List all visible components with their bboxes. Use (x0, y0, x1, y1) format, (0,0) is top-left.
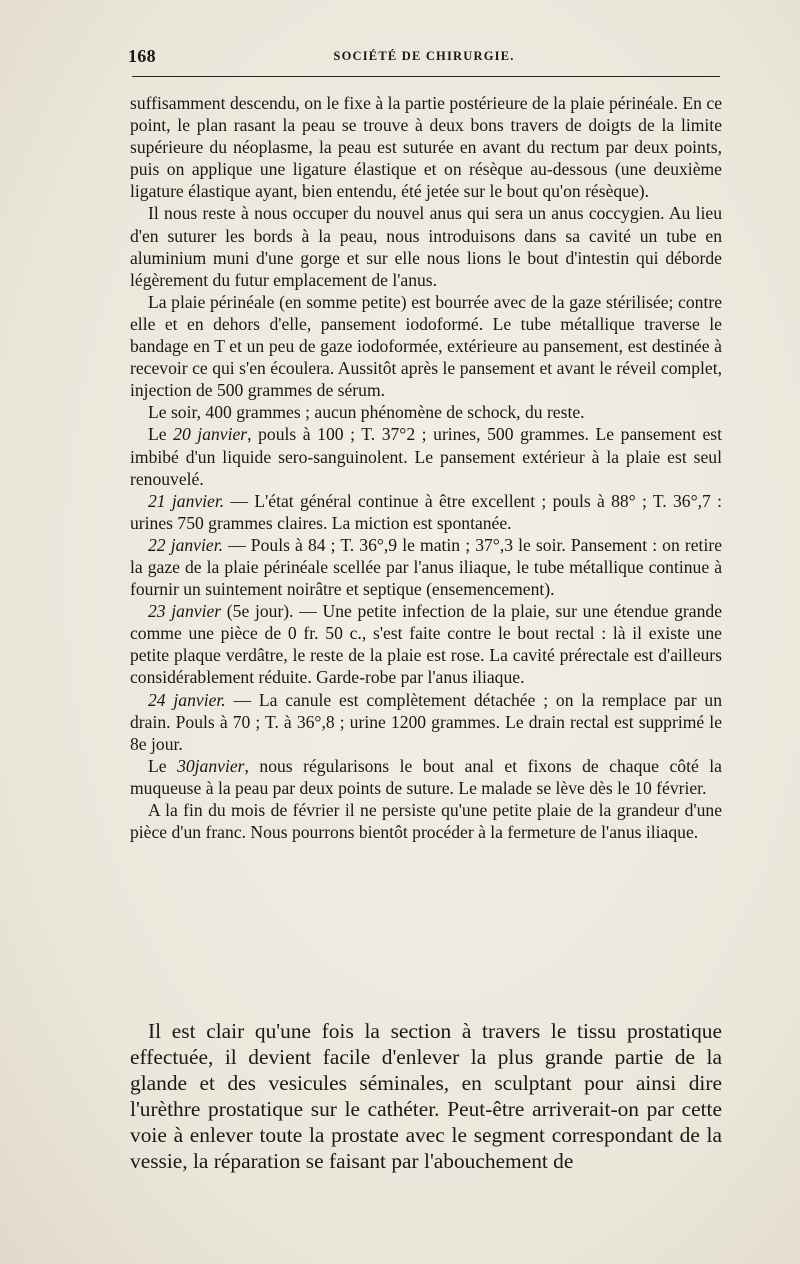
case-note-paragraph (130, 490, 722, 534)
date-label: 21 janvier. (148, 490, 225, 511)
date-label: 30janvier (177, 755, 245, 776)
page-number: 168 (128, 46, 156, 66)
case-notes-section (130, 92, 722, 843)
case-note-paragraph (130, 401, 722, 423)
case-note-paragraph (130, 423, 722, 489)
case-note-paragraph (130, 600, 722, 688)
header-rule (132, 76, 720, 77)
case-note-paragraph (130, 755, 722, 799)
case-note-paragraph (130, 689, 722, 755)
page-header (128, 42, 720, 72)
paragraph-text: , nous régularisons le bout anal et fixons de chaque côté la muqueuse à la peau par deux points de suture. Le malade se lève dès le 10 février. (130, 755, 722, 798)
date-label: 24 janvier. (148, 689, 226, 710)
paragraph-text: — La canule est complètement détachée ; on la remplace par un drain. Pouls à 70 ; T. à 36°,8 ; urine 1200 grammes. Le drain rectal est supprimé le 8e jour. (130, 689, 722, 754)
case-note-paragraph (130, 202, 722, 290)
paragraph-text: — Pouls à 84 ; T. 36°,9 le matin ; 37°,3 le soir. Pansement : on retire la gaze de la plaie périnéale scellée par l'anus iliaque, le tube métallique continue à fournir un suintement noirâtre et septique (ensemencement). (130, 534, 722, 600)
paragraph-text: Il nous reste à nous occuper du nouvel anus qui sera un anus coccygien. Au lieu d'en suturer les bords à la peau, nous introduisons dans sa cavité un tube en aluminium muni d'une gorge et sur elle nous lions le bout d'intestin qui déborde légèrement du futur emplacement de l'anus. (130, 203, 722, 290)
date-label: 23 janvier (148, 601, 222, 622)
paragraph-text: , pouls à 100 ; T. 37°2 ; urines, 500 grammes. Le pansement est imbibé d'un liquide sero-sanguinolent. Le pansement extérieur à la plaie est seul renouvelé. (130, 424, 722, 489)
paragraph-text: (5e jour). — Une petite infection de la plaie, sur une étendue grande comme une pièce de 0 fr. 50 c., s'est faite contre le bout rectal : là il existe une petite plaque verdâtre, le reste de la plaie est rose. La cavité prérectale est d'ailleurs considérablement réduite. Garde-robe par l'anus iliaque. (130, 601, 722, 688)
discussion-paragraph: Il est clair qu'une fois la section à travers le tissu prostatique effectuée, il devient facile d'enlever la plus grande partie de la glande et des vesicules séminales, en sculptant pour ainsi dire l'urèthre prostatique sur le cathéter. Peut-être arriverait-on par cette voie à enlever toute la prostate avec le segment correspondant de la vessie, la réparation se faisant par l'abouchement de (130, 1019, 722, 1173)
case-note-paragraph (130, 92, 722, 202)
date-label: 20 janvier (173, 424, 248, 445)
case-note-paragraph (130, 291, 722, 401)
paragraph-text: — L'état général continue à être excellent ; pouls à 88° ; T. 36°,7 : urines 750 grammes claires. La miction est spontanée. (130, 490, 722, 533)
case-note-paragraph (130, 534, 722, 600)
case-note-paragraph (130, 799, 722, 843)
discussion-section (130, 1018, 722, 1174)
paragraph-text: Le soir, 400 grammes ; aucun phénomène de schock, du reste. (148, 402, 585, 423)
paragraph-text: suffisamment descendu, on le fixe à la partie postérieure de la plaie périnéale. En ce point, le plan rasant la peau se trouve à deux bons travers de doigts de la limite supérieure du néoplasme, la peau est suturée en avant du rectum par deux points, puis on applique une ligature élastique et on résèque au-dessous (une deuxième ligature élastique ayant, bien entendu, été jetée sur le bout qu'on résèque). (130, 93, 722, 202)
paragraph-text: Le (148, 424, 174, 445)
running-head: SOCIÉTÉ DE CHIRURGIE. (333, 49, 515, 63)
paragraph-text: Le (148, 755, 178, 776)
date-label: 22 janvier. (148, 534, 223, 555)
paragraph-text: A la fin du mois de février il ne persiste qu'une petite plaie de la grandeur d'une pièce d'un franc. Nous pourrons bientôt procéder à la fermeture de l'anus iliaque. (130, 800, 722, 843)
paragraph-text: La plaie périnéale (en somme petite) est bourrée avec de la gaze stérilisée; contre elle et en dehors d'elle, pansement iodoformé. Le tube métallique traverse le bandage en T et un peu de gaze iodoformée, extérieure au pansement, est destinée à recevoir ce qui s'en écoulera. Aussitôt après le pansement et avant le réveil complet, injection de 500 grammes de sérum. (130, 291, 722, 401)
